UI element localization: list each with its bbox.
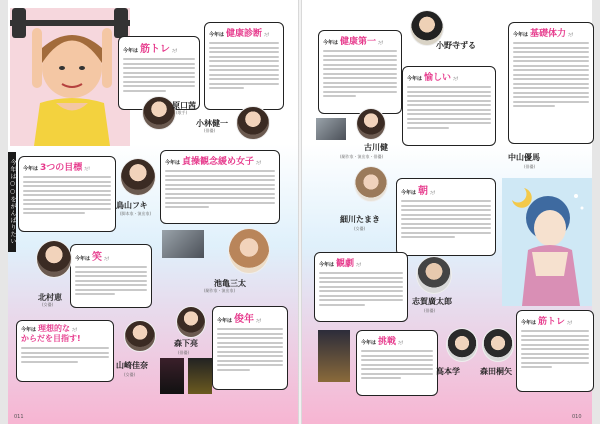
person-role: (劇作家・演出家): [204, 288, 236, 293]
comment-bubble: 今年は 笑 だ!: [70, 244, 152, 308]
comment-bubble: 今年は 健康診断 だ!: [204, 22, 284, 110]
comment-text-placeholder: [521, 330, 589, 368]
person-name: 原口茜: [172, 100, 196, 110]
person-role: (俳優): [524, 164, 536, 169]
comment-text-placeholder: [323, 50, 397, 97]
kitamura-photo: [36, 240, 72, 278]
ikegame-photo: [228, 228, 270, 274]
person-role: (俳優): [204, 128, 216, 133]
comment-bubble: 今年は 3つの目標 だ!: [18, 156, 116, 232]
person-role: (俳優): [424, 308, 436, 313]
person-role: (歌手): [176, 110, 188, 115]
stage-photo: [162, 230, 204, 258]
person-name: 小林健一: [196, 118, 228, 128]
person-role: (女優): [354, 226, 366, 231]
comment-bubble: 今年は 貞操観念緩め女子 だ!: [160, 150, 280, 224]
page-gutter: [298, 0, 302, 424]
comment-bubble: 今年は 理想的な だ! からだを目指す!: [16, 320, 114, 382]
kobayashi-photo: [236, 106, 270, 140]
comment-bubble: 今年は 観劇 だ!: [314, 252, 408, 322]
morishita-photo: [176, 306, 206, 338]
person-name: 細川たまき: [340, 214, 380, 224]
yamazaki-photo: [124, 320, 156, 352]
person-role: (劇作家・演出家・俳優): [340, 154, 384, 159]
person-name: 小野寺ずる: [436, 40, 476, 50]
comment-text-placeholder: [23, 176, 111, 214]
person-role: (女優): [124, 372, 136, 377]
furukawa-photo: [356, 108, 386, 140]
shiga-photo: [416, 256, 452, 294]
comment-bubble: 今年は 健康第一 だ!: [318, 30, 402, 114]
comment-bubble: 今年は 俊年 だ!: [212, 306, 288, 390]
barbell-woman-illustration: [10, 8, 130, 146]
comment-text-placeholder: [513, 42, 589, 107]
person-name: 志賀廣太郎: [412, 296, 452, 306]
person-name: 古川健: [364, 142, 388, 152]
comment-bubble: 今年は 筋トレ だ!: [118, 36, 200, 110]
person-name: 池亀三太: [214, 278, 246, 288]
takamoto-photo: [446, 328, 478, 362]
moon-woman-illustration: [502, 178, 592, 306]
person-name: 鳥山フキ: [116, 200, 148, 210]
comment-text-placeholder: [21, 347, 109, 363]
comment-text-placeholder: [407, 86, 491, 129]
sidebar-strip: 今年は○○をがんばりたい: [8, 152, 16, 252]
shimayama-photo: [120, 158, 156, 196]
haraguchi-photo: [142, 96, 176, 130]
poster-image: [318, 330, 350, 382]
comment-text-placeholder: [123, 58, 195, 92]
comment-bubble: 今年は 挑戦 だ!: [356, 330, 438, 396]
comment-bubble: 今年は 愉しい だ!: [402, 66, 496, 146]
person-name: 森田桐矢: [480, 366, 512, 376]
comment-text-placeholder: [319, 272, 403, 306]
comment-text-placeholder: [75, 266, 147, 295]
stage-photo: [316, 118, 346, 140]
comment-text-placeholder: [165, 170, 275, 208]
comment-bubble: 今年は 基礎体力 だ!: [508, 22, 594, 144]
morita-photo: [482, 328, 514, 362]
person-name: 森下亮: [174, 338, 198, 348]
comment-bubble: 今年は 朝 だ!: [396, 178, 496, 256]
comment-text-placeholder: [401, 200, 491, 238]
person-name: 山崎佳奈: [116, 360, 148, 370]
person-role: (女優): [42, 302, 54, 307]
person-name: 北村恵: [38, 292, 62, 302]
person-role: (俳優): [178, 350, 190, 355]
person-role: (脚本家・演出家): [120, 211, 152, 216]
person-name: 高本学: [436, 366, 460, 376]
person-name: 中山優馬: [508, 152, 540, 162]
poster-image: [160, 358, 184, 394]
hosokawa-photo: [354, 166, 388, 202]
comment-text-placeholder: [217, 328, 283, 371]
page-number: 011: [14, 414, 24, 420]
comment-text-placeholder: [209, 42, 279, 89]
comment-bubble: 今年は 筋トレ だ!: [516, 310, 594, 392]
left-page-edge: [0, 0, 8, 424]
comment-text-placeholder: [361, 350, 433, 379]
poster-image: [188, 358, 212, 394]
page-number: 010: [572, 414, 582, 420]
